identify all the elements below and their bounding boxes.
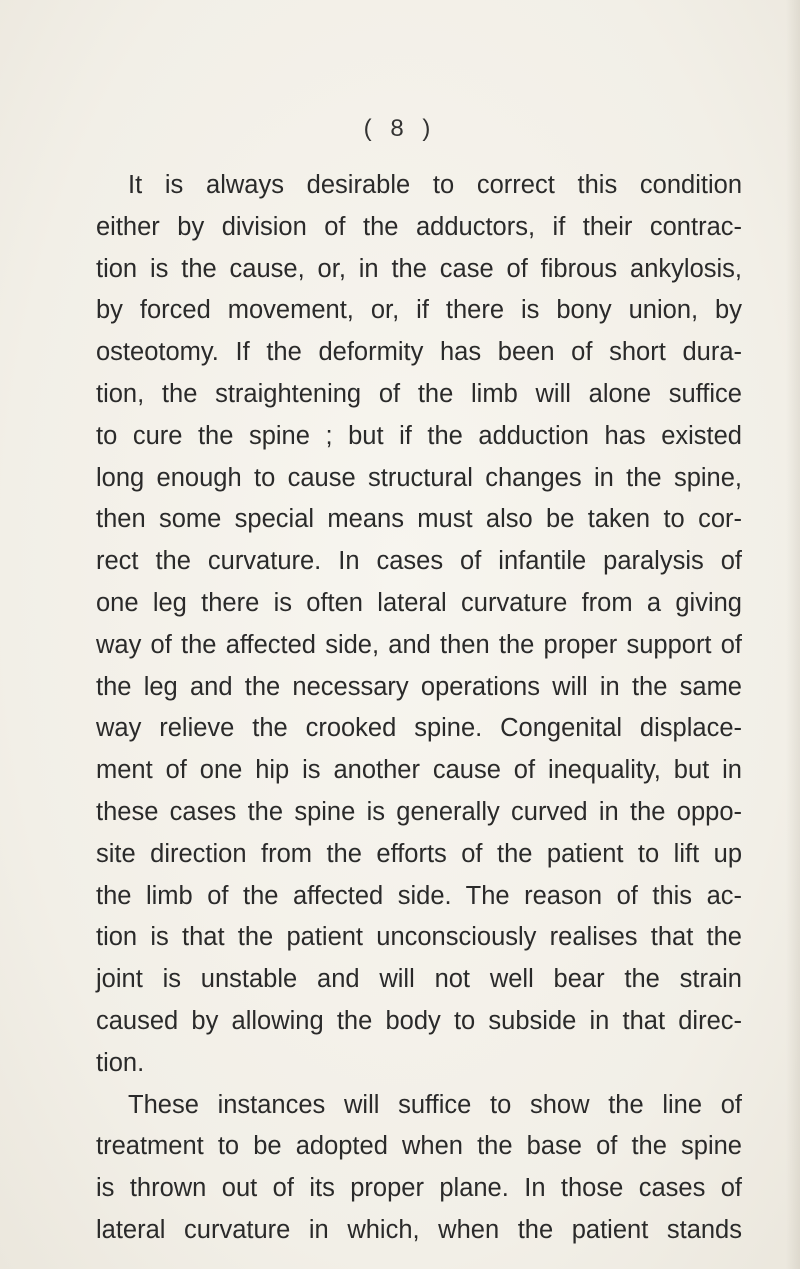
text-line: these cases the spine is generally curved in the oppo- <box>96 797 742 826</box>
text-line: way relieve the crooked spine. Congenital displace- <box>96 714 742 743</box>
text-line: is thrown out of its proper plane. In those cases of <box>96 1174 742 1203</box>
text-line: site direction from the efforts of the patient to lift up <box>96 839 742 868</box>
text-line: caused by allowing the body to subside in that direc- <box>96 1006 742 1035</box>
text-line: by forced movement, or, if there is bony union, by <box>96 296 742 325</box>
paragraph-1 <box>96 165 742 1085</box>
text-line: the limb of the affected side. The reason of this ac- <box>96 881 742 910</box>
text-line: either by division of the adductors, if their contrac- <box>96 212 742 241</box>
text-line: tion. <box>96 1048 145 1077</box>
text-line: joint is unstable and will not well bear the strain <box>96 965 742 994</box>
text-line: treatment to be adopted when the base of the spine <box>96 1132 742 1161</box>
text-line: These instances will suffice to show the line of <box>128 1090 742 1119</box>
body-text <box>96 165 742 1252</box>
text-line: It is always desirable to correct this condition <box>128 171 742 199</box>
text-line: way of the affected side, and then the proper support of <box>96 630 742 659</box>
text-line: rect the curvature. In cases of infantile paralysis of <box>96 547 742 576</box>
text-line: tion, the straightening of the limb will alone suffice <box>96 379 742 408</box>
text-line: to cure the spine ; but if the adduction has existed <box>96 421 742 450</box>
text-line: then some special means must also be taken to cor- <box>96 505 742 534</box>
text-line: tion is that the patient unconsciously realises that the <box>96 923 742 952</box>
text-line: tion is the cause, or, in the case of fibrous ankylosis, <box>96 254 742 283</box>
page-number: ( 8 ) <box>363 115 437 142</box>
text-line: lateral curvature in which, when the patient stands <box>96 1215 742 1244</box>
paragraph-2 <box>96 1085 742 1252</box>
text-line: one leg there is often lateral curvature from a giving <box>96 588 742 617</box>
text-line: ment of one hip is another cause of inequality, but in <box>96 756 742 785</box>
text-line: long enough to cause structural changes in the spine, <box>96 463 742 492</box>
text-line: the leg and the necessary operations will in the same <box>96 672 742 701</box>
page-edge-shadow <box>786 0 800 1269</box>
text-line: osteotomy. If the deformity has been of short dura- <box>96 338 742 367</box>
